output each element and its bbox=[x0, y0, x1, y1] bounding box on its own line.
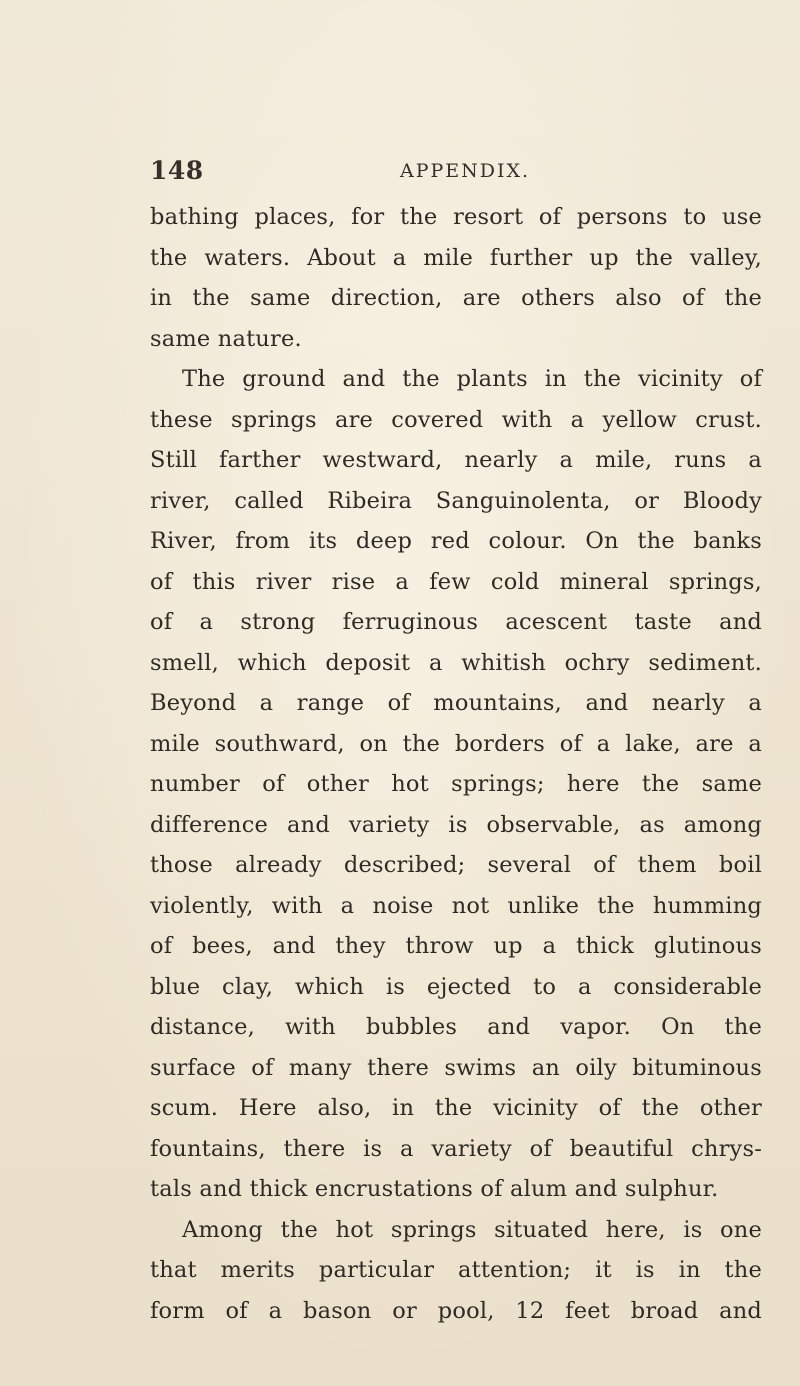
text-line: those already described; several of them boil bbox=[150, 852, 762, 878]
text-line: Beyond a range of mountains, and nearly a bbox=[150, 690, 762, 716]
text-line: these springs are covered with a yellow crust. bbox=[150, 406, 762, 433]
text-line: form of a bason or pool, 12 feet broad and bbox=[150, 1297, 762, 1324]
text-line: smell, which deposit a whitish ochry sediment. bbox=[150, 649, 762, 676]
text-line: of a strong ferruginous acescent taste and bbox=[150, 609, 762, 635]
text-line: bathing places, for the resort of persons to use bbox=[150, 204, 762, 230]
running-head bbox=[0, 156, 800, 192]
page-number: 148 bbox=[150, 156, 204, 185]
paragraph-start-line: Among the hot springs situated here, is one bbox=[182, 1216, 762, 1243]
text-line: mile southward, on the borders of a lake, are a bbox=[150, 730, 762, 757]
text-line: that merits particular attention; it is in the bbox=[150, 1257, 762, 1283]
text-line: river, called Ribeira Sanguinolenta, or Bloody bbox=[150, 487, 762, 514]
text-line: difference and variety is observable, as among bbox=[150, 811, 762, 838]
text-line: distance, with bubbles and vapor. On the bbox=[150, 1014, 762, 1040]
paragraph-start-line: The ground and the plants in the vicinity of bbox=[182, 366, 762, 392]
text-line: of bees, and they throw up a thick glutinous bbox=[150, 933, 762, 959]
text-line: violently, with a noise not unlike the humming bbox=[150, 892, 762, 919]
text-line: River, from its deep red colour. On the banks bbox=[150, 528, 762, 554]
text-line: of this river rise a few cold mineral springs, bbox=[150, 568, 762, 595]
text-line: same nature. bbox=[150, 325, 302, 352]
text-line: fountains, there is a variety of beautiful chrys- bbox=[150, 1135, 762, 1162]
text-line: in the same direction, are others also of the bbox=[150, 285, 762, 311]
text-line: blue clay, which is ejected to a considerable bbox=[150, 973, 762, 1000]
running-title: APPENDIX. bbox=[400, 160, 531, 182]
text-line: tals and thick encrustations of alum and sulphur. bbox=[150, 1176, 719, 1202]
text-line: number of other hot springs; here the same bbox=[150, 771, 762, 797]
text-line: Still farther westward, nearly a mile, runs a bbox=[150, 447, 762, 473]
body-text bbox=[150, 197, 762, 1331]
text-line: surface of many there swims an oily bituminous bbox=[150, 1054, 762, 1081]
text-line: the waters. About a mile further up the valley, bbox=[150, 244, 762, 271]
text-line: scum. Here also, in the vicinity of the other bbox=[150, 1095, 762, 1121]
